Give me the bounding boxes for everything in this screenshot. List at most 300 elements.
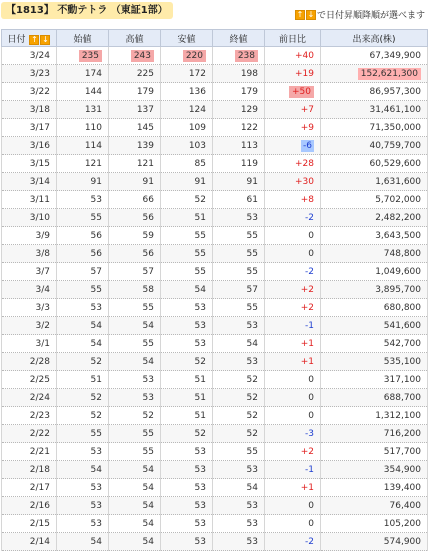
cell-volume-value: 354,900 bbox=[383, 464, 421, 475]
column-header-date bbox=[2, 30, 57, 47]
cell-low-value: 51 bbox=[194, 374, 206, 385]
column-header-volume: 出来高(株) bbox=[321, 30, 428, 47]
cell-volume bbox=[321, 407, 428, 425]
table-row bbox=[2, 137, 428, 155]
cell-date bbox=[2, 443, 57, 461]
sort-ascending-icon[interactable]: ↑ bbox=[296, 9, 304, 19]
cell-low-value: 91 bbox=[194, 176, 206, 187]
cell-close-value: 52 bbox=[246, 374, 258, 385]
cell-open bbox=[57, 137, 109, 155]
cell-close-value: 129 bbox=[240, 104, 258, 115]
cell-change bbox=[265, 137, 321, 155]
cell-volume-value: 574,900 bbox=[383, 536, 421, 547]
cell-low bbox=[161, 137, 213, 155]
cell-change-value: +1 bbox=[300, 482, 314, 493]
cell-close-value: 52 bbox=[246, 392, 258, 403]
cell-low-value: 53 bbox=[194, 320, 206, 331]
cell-change-value: +28 bbox=[295, 158, 314, 169]
cell-change bbox=[265, 317, 321, 335]
cell-volume bbox=[321, 83, 428, 101]
cell-change-value: +1 bbox=[300, 338, 314, 349]
cell-date bbox=[2, 497, 57, 515]
cell-date-value: 2/16 bbox=[29, 500, 50, 511]
cell-date bbox=[2, 263, 57, 281]
cell-low-value: 53 bbox=[194, 338, 206, 349]
cell-date-value: 2/14 bbox=[29, 536, 50, 547]
cell-volume-value: 1,631,600 bbox=[375, 176, 421, 187]
cell-open-value: 56 bbox=[90, 248, 102, 259]
cell-date-value: 3/1 bbox=[35, 338, 50, 349]
cell-low bbox=[161, 389, 213, 407]
cell-close bbox=[213, 425, 265, 443]
price-table bbox=[1, 29, 428, 551]
cell-date-value: 2/28 bbox=[29, 356, 50, 367]
cell-close-value: 91 bbox=[246, 176, 258, 187]
cell-date-value: 3/9 bbox=[35, 230, 50, 241]
cell-date-value: 2/24 bbox=[29, 392, 50, 403]
cell-change bbox=[265, 155, 321, 173]
cell-open-value: 55 bbox=[90, 284, 102, 295]
cell-volume bbox=[321, 47, 428, 65]
cell-close-value: 55 bbox=[246, 266, 258, 277]
cell-open bbox=[57, 281, 109, 299]
cell-high-value: 55 bbox=[142, 446, 154, 457]
cell-change-value: -2 bbox=[305, 212, 314, 223]
cell-close bbox=[213, 515, 265, 533]
cell-close-value: 53 bbox=[246, 356, 258, 367]
cell-high-value: 54 bbox=[142, 500, 154, 511]
sort-descending-icon[interactable]: ↓ bbox=[307, 9, 315, 19]
table-row bbox=[2, 335, 428, 353]
cell-low bbox=[161, 425, 213, 443]
cell-high-value: 179 bbox=[136, 86, 154, 97]
cell-open-value: 53 bbox=[90, 446, 102, 457]
cell-open-value: 52 bbox=[90, 410, 102, 421]
cell-close bbox=[213, 497, 265, 515]
table-row bbox=[2, 407, 428, 425]
cell-volume bbox=[321, 425, 428, 443]
cell-change-value: +30 bbox=[295, 176, 314, 187]
cell-change-value: +9 bbox=[300, 122, 314, 133]
cell-open-value: 55 bbox=[90, 428, 102, 439]
cell-open bbox=[57, 245, 109, 263]
cell-open bbox=[57, 317, 109, 335]
cell-low-value: 53 bbox=[194, 464, 206, 475]
cell-open-value: 53 bbox=[90, 194, 102, 205]
cell-high-value: 145 bbox=[136, 122, 154, 133]
cell-high-value: 57 bbox=[142, 266, 154, 277]
cell-date-value: 3/11 bbox=[29, 194, 50, 205]
cell-change bbox=[265, 245, 321, 263]
cell-low bbox=[161, 119, 213, 137]
cell-low-value: 55 bbox=[194, 230, 206, 241]
cell-volume-value: 5,702,000 bbox=[375, 194, 421, 205]
cell-volume bbox=[321, 533, 428, 551]
cell-change bbox=[265, 173, 321, 191]
cell-volume bbox=[321, 119, 428, 137]
cell-open-value: 53 bbox=[90, 482, 102, 493]
cell-date bbox=[2, 515, 57, 533]
cell-open bbox=[57, 299, 109, 317]
cell-date-value: 3/14 bbox=[29, 176, 50, 187]
table-row bbox=[2, 263, 428, 281]
cell-date-value: 2/25 bbox=[29, 374, 50, 385]
cell-change-value: +19 bbox=[295, 68, 314, 79]
cell-high bbox=[109, 371, 161, 389]
cell-volume bbox=[321, 281, 428, 299]
cell-high-value: 54 bbox=[142, 320, 154, 331]
cell-change bbox=[265, 263, 321, 281]
cell-open-value: 57 bbox=[90, 266, 102, 277]
cell-volume-value: 86,957,300 bbox=[369, 86, 421, 97]
cell-high-value: 56 bbox=[142, 248, 154, 259]
cell-low-value: 53 bbox=[194, 536, 206, 547]
cell-change-value: 0 bbox=[308, 410, 314, 421]
cell-date bbox=[2, 317, 57, 335]
cell-date bbox=[2, 407, 57, 425]
cell-open bbox=[57, 389, 109, 407]
cell-open-value: 53 bbox=[90, 500, 102, 511]
cell-date-value: 2/22 bbox=[29, 428, 50, 439]
cell-high-value: 91 bbox=[142, 176, 154, 187]
cell-date bbox=[2, 65, 57, 83]
cell-change-value: -3 bbox=[305, 428, 314, 439]
top-bar bbox=[0, 0, 428, 29]
cell-low-value: 53 bbox=[194, 482, 206, 493]
cell-low-value: 85 bbox=[194, 158, 206, 169]
cell-change-value: 0 bbox=[308, 248, 314, 259]
cell-open bbox=[57, 119, 109, 137]
table-row bbox=[2, 317, 428, 335]
table-row bbox=[2, 245, 428, 263]
column-header-date-label: 日付 bbox=[7, 34, 26, 45]
cell-open-value: 51 bbox=[90, 374, 102, 385]
cell-close bbox=[213, 533, 265, 551]
cell-open bbox=[57, 425, 109, 443]
table-row bbox=[2, 299, 428, 317]
cell-open-value: 53 bbox=[90, 302, 102, 313]
cell-close bbox=[213, 371, 265, 389]
cell-change bbox=[265, 83, 321, 101]
cell-low-value: 136 bbox=[188, 86, 206, 97]
cell-volume bbox=[321, 101, 428, 119]
cell-volume-value: 1,049,600 bbox=[375, 266, 421, 277]
cell-open-value: 55 bbox=[90, 212, 102, 223]
sort-note bbox=[295, 8, 425, 21]
cell-open bbox=[57, 155, 109, 173]
table-row bbox=[2, 461, 428, 479]
cell-open-value: 235 bbox=[79, 50, 102, 62]
cell-volume-value: 71,350,000 bbox=[369, 122, 421, 133]
cell-date bbox=[2, 245, 57, 263]
cell-close bbox=[213, 389, 265, 407]
table-row bbox=[2, 191, 428, 209]
cell-change-value: -1 bbox=[305, 464, 314, 475]
cell-change bbox=[265, 47, 321, 65]
cell-low-value: 55 bbox=[194, 248, 206, 259]
table-row bbox=[2, 173, 428, 191]
cell-change-value: -2 bbox=[305, 536, 314, 547]
table-row bbox=[2, 353, 428, 371]
cell-date-value: 2/21 bbox=[29, 446, 50, 457]
cell-date-value: 2/17 bbox=[29, 482, 50, 493]
cell-close bbox=[213, 317, 265, 335]
cell-change-value: -1 bbox=[305, 320, 314, 331]
cell-high bbox=[109, 245, 161, 263]
cell-close bbox=[213, 263, 265, 281]
cell-date bbox=[2, 389, 57, 407]
cell-open-value: 54 bbox=[90, 464, 102, 475]
cell-open bbox=[57, 101, 109, 119]
cell-low-value: 52 bbox=[194, 356, 206, 367]
cell-high-value: 139 bbox=[136, 140, 154, 151]
cell-volume-value: 105,200 bbox=[383, 518, 421, 529]
cell-volume bbox=[321, 137, 428, 155]
cell-change bbox=[265, 425, 321, 443]
date-sort-up-icon[interactable]: ↑ bbox=[31, 34, 38, 44]
cell-close-value: 52 bbox=[246, 428, 258, 439]
cell-low bbox=[161, 65, 213, 83]
cell-date bbox=[2, 353, 57, 371]
cell-high bbox=[109, 119, 161, 137]
cell-close bbox=[213, 443, 265, 461]
cell-high bbox=[109, 479, 161, 497]
cell-open bbox=[57, 65, 109, 83]
cell-open bbox=[57, 353, 109, 371]
cell-change bbox=[265, 497, 321, 515]
cell-high bbox=[109, 497, 161, 515]
cell-change-value: 0 bbox=[308, 374, 314, 385]
cell-close-value: 55 bbox=[246, 446, 258, 457]
cell-high-value: 56 bbox=[142, 212, 154, 223]
cell-volume-value: 40,759,700 bbox=[369, 140, 421, 151]
cell-date-value: 3/24 bbox=[29, 50, 50, 61]
cell-volume-value: 152,621,300 bbox=[358, 68, 421, 80]
cell-date-value: 3/7 bbox=[35, 266, 50, 277]
cell-low bbox=[161, 281, 213, 299]
cell-low bbox=[161, 263, 213, 281]
cell-change-value: +2 bbox=[300, 446, 314, 457]
cell-volume-value: 76,400 bbox=[389, 500, 421, 511]
cell-open-value: 53 bbox=[90, 518, 102, 529]
cell-high bbox=[109, 407, 161, 425]
cell-open bbox=[57, 461, 109, 479]
cell-high-value: 121 bbox=[136, 158, 154, 169]
cell-high bbox=[109, 101, 161, 119]
cell-volume bbox=[321, 497, 428, 515]
cell-high-value: 55 bbox=[142, 302, 154, 313]
cell-change bbox=[265, 443, 321, 461]
cell-date bbox=[2, 47, 57, 65]
cell-open-value: 121 bbox=[84, 158, 102, 169]
cell-change bbox=[265, 479, 321, 497]
cell-volume-value: 67,349,900 bbox=[369, 50, 421, 61]
cell-open-value: 110 bbox=[84, 122, 102, 133]
table-row bbox=[2, 479, 428, 497]
cell-low bbox=[161, 155, 213, 173]
cell-open-value: 54 bbox=[90, 320, 102, 331]
cell-high-value: 54 bbox=[142, 356, 154, 367]
cell-volume bbox=[321, 479, 428, 497]
table-row bbox=[2, 119, 428, 137]
cell-close-value: 53 bbox=[246, 536, 258, 547]
column-header-low: 安値 bbox=[161, 30, 213, 47]
cell-date-value: 3/22 bbox=[29, 86, 50, 97]
cell-open-value: 52 bbox=[90, 392, 102, 403]
cell-volume-value: 317,100 bbox=[383, 374, 421, 385]
cell-high bbox=[109, 263, 161, 281]
cell-high bbox=[109, 335, 161, 353]
cell-low bbox=[161, 533, 213, 551]
cell-date bbox=[2, 155, 57, 173]
cell-high bbox=[109, 65, 161, 83]
cell-change-value: 0 bbox=[308, 230, 314, 241]
cell-open bbox=[57, 47, 109, 65]
cell-volume bbox=[321, 515, 428, 533]
cell-low bbox=[161, 245, 213, 263]
cell-low-value: 109 bbox=[188, 122, 206, 133]
table-row bbox=[2, 65, 428, 83]
table-row bbox=[2, 515, 428, 533]
cell-change bbox=[265, 119, 321, 137]
cell-change-value: +1 bbox=[300, 356, 314, 367]
column-header-high: 高値 bbox=[109, 30, 161, 47]
cell-low bbox=[161, 515, 213, 533]
cell-change bbox=[265, 65, 321, 83]
cell-open bbox=[57, 371, 109, 389]
cell-low-value: 124 bbox=[188, 104, 206, 115]
cell-close bbox=[213, 245, 265, 263]
cell-change-value: -2 bbox=[305, 266, 314, 277]
date-sort-down-icon[interactable]: ↓ bbox=[42, 34, 49, 44]
cell-close-value: 61 bbox=[246, 194, 258, 205]
cell-high bbox=[109, 425, 161, 443]
cell-close bbox=[213, 461, 265, 479]
cell-low bbox=[161, 443, 213, 461]
cell-close bbox=[213, 299, 265, 317]
table-row bbox=[2, 281, 428, 299]
table-row bbox=[2, 209, 428, 227]
cell-open-value: 56 bbox=[90, 230, 102, 241]
cell-open bbox=[57, 263, 109, 281]
cell-low bbox=[161, 353, 213, 371]
cell-close bbox=[213, 209, 265, 227]
cell-high bbox=[109, 443, 161, 461]
cell-date-value: 3/16 bbox=[29, 140, 50, 151]
cell-open bbox=[57, 479, 109, 497]
cell-high-value: 54 bbox=[142, 482, 154, 493]
cell-high bbox=[109, 137, 161, 155]
cell-date bbox=[2, 101, 57, 119]
cell-close bbox=[213, 47, 265, 65]
cell-high bbox=[109, 191, 161, 209]
table-row bbox=[2, 83, 428, 101]
cell-low-value: 220 bbox=[183, 50, 206, 62]
cell-change bbox=[265, 209, 321, 227]
sort-note-text: で日付昇順降順が選べます bbox=[316, 11, 425, 21]
cell-open bbox=[57, 533, 109, 551]
cell-date bbox=[2, 191, 57, 209]
cell-low-value: 51 bbox=[194, 410, 206, 421]
cell-date-value: 3/4 bbox=[35, 284, 50, 295]
cell-volume bbox=[321, 227, 428, 245]
cell-high-value: 243 bbox=[131, 50, 154, 62]
cell-low-value: 52 bbox=[194, 428, 206, 439]
cell-date-value: 2/23 bbox=[29, 410, 50, 421]
cell-change-value: 0 bbox=[308, 518, 314, 529]
cell-low-value: 54 bbox=[194, 284, 206, 295]
cell-close-value: 54 bbox=[246, 338, 258, 349]
cell-high-value: 55 bbox=[142, 338, 154, 349]
cell-date-value: 3/18 bbox=[29, 104, 50, 115]
cell-volume-value: 748,800 bbox=[383, 248, 421, 259]
cell-change-value: +2 bbox=[300, 302, 314, 313]
cell-close-value: 53 bbox=[246, 464, 258, 475]
cell-close-value: 53 bbox=[246, 320, 258, 331]
cell-change bbox=[265, 353, 321, 371]
cell-date-value: 3/2 bbox=[35, 320, 50, 331]
table-row bbox=[2, 389, 428, 407]
cell-low-value: 103 bbox=[188, 140, 206, 151]
cell-volume-value: 716,200 bbox=[383, 428, 421, 439]
cell-high-value: 55 bbox=[142, 428, 154, 439]
cell-change-value: +8 bbox=[300, 194, 314, 205]
cell-high-value: 54 bbox=[142, 518, 154, 529]
cell-volume bbox=[321, 443, 428, 461]
cell-close bbox=[213, 335, 265, 353]
cell-close bbox=[213, 83, 265, 101]
cell-high bbox=[109, 515, 161, 533]
cell-low bbox=[161, 479, 213, 497]
cell-high-value: 225 bbox=[136, 68, 154, 79]
cell-volume-value: 1,312,100 bbox=[375, 410, 421, 421]
cell-low bbox=[161, 173, 213, 191]
cell-change-value: 0 bbox=[308, 500, 314, 511]
column-header-close: 終値 bbox=[213, 30, 265, 47]
cell-change bbox=[265, 335, 321, 353]
table-row bbox=[2, 425, 428, 443]
column-header-open: 始値 bbox=[57, 30, 109, 47]
column-header-change: 前日比 bbox=[265, 30, 321, 47]
cell-close bbox=[213, 173, 265, 191]
cell-volume bbox=[321, 65, 428, 83]
cell-low bbox=[161, 335, 213, 353]
cell-close bbox=[213, 479, 265, 497]
cell-high bbox=[109, 173, 161, 191]
cell-volume-value: 60,529,600 bbox=[369, 158, 421, 169]
cell-volume-value: 542,700 bbox=[383, 338, 421, 349]
cell-high bbox=[109, 155, 161, 173]
cell-volume-value: 688,700 bbox=[383, 392, 421, 403]
cell-low bbox=[161, 497, 213, 515]
cell-date bbox=[2, 119, 57, 137]
cell-close-value: 57 bbox=[246, 284, 258, 295]
cell-volume-value: 535,100 bbox=[383, 356, 421, 367]
cell-open-value: 54 bbox=[90, 536, 102, 547]
cell-close-value: 55 bbox=[246, 230, 258, 241]
cell-date bbox=[2, 335, 57, 353]
cell-low bbox=[161, 461, 213, 479]
cell-high bbox=[109, 299, 161, 317]
cell-close-value: 53 bbox=[246, 518, 258, 529]
cell-date-value: 3/17 bbox=[29, 122, 50, 133]
cell-open bbox=[57, 209, 109, 227]
cell-low-value: 53 bbox=[194, 518, 206, 529]
cell-volume bbox=[321, 263, 428, 281]
cell-close bbox=[213, 227, 265, 245]
cell-change-value: +2 bbox=[300, 284, 314, 295]
stock-title: 【1813】 不動テトラ （東証1部） bbox=[1, 2, 173, 19]
